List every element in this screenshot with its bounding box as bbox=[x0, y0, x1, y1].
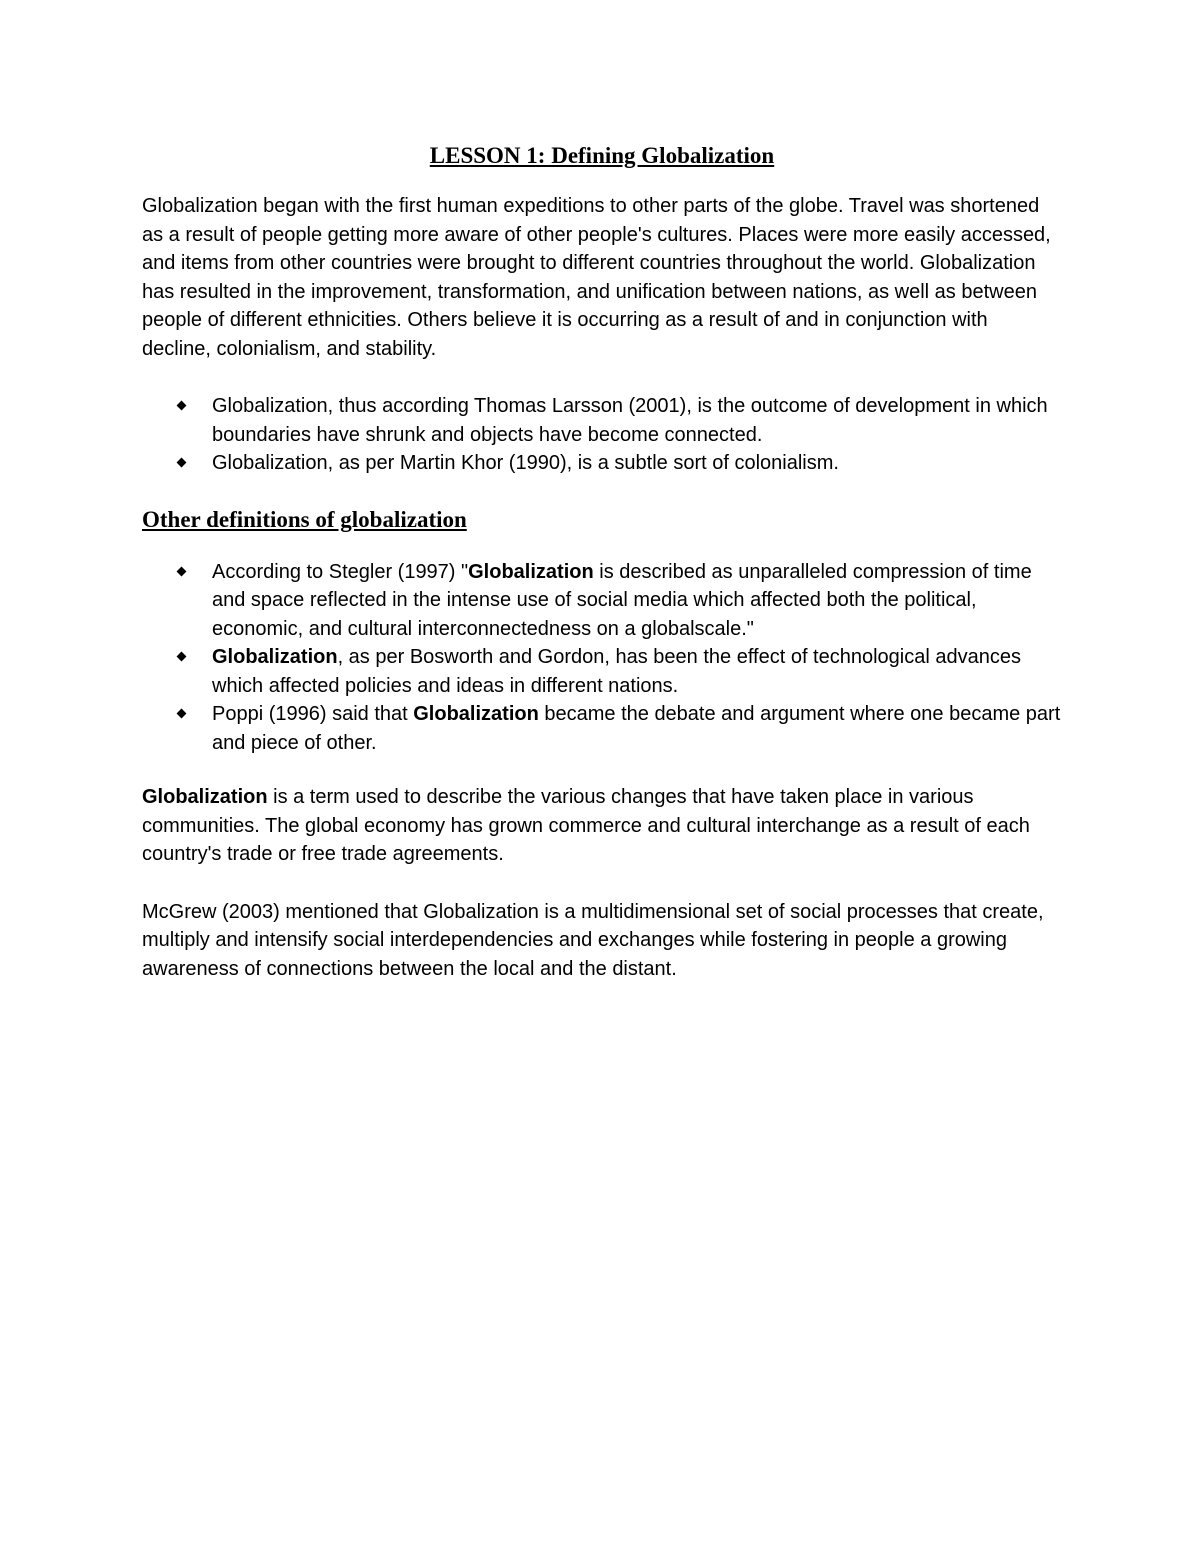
diamond-bullet-icon bbox=[177, 566, 187, 576]
list-item-text-post: became the debate and argument where one became part and piece of other. bbox=[212, 703, 1061, 754]
bold-term: Globalization bbox=[142, 786, 268, 808]
diamond-bullet-icon bbox=[177, 401, 187, 411]
list-item bbox=[142, 392, 1062, 449]
list-item bbox=[142, 558, 1062, 644]
list-item-text-post: , as per Bosworth and Gordon, has been the effect of technological advances which affected policies and ideas in different nations. bbox=[212, 646, 1021, 697]
page-title: LESSON 1: Defining Globalization bbox=[429, 143, 775, 168]
list-item-text-post: is described as unparalleled compression of time and space reflected in the intense use of social media which affected both the political, economic, and cultural interconnectedness on a globalscale." bbox=[212, 560, 1032, 640]
definitions-list bbox=[142, 392, 1062, 478]
definition-paragraph bbox=[142, 783, 1062, 869]
list-item bbox=[142, 700, 1062, 757]
mcgrew-paragraph: McGrew (2003) mentioned that Globalization is a multidimensional set of social processes that create, multiply and intensify social interdependencies and exchanges while fostering in people a growing awareness of connections between the local and the distant. bbox=[142, 900, 1044, 980]
section-heading: Other definitions of globalization bbox=[142, 506, 467, 532]
list-item-bold-term: Globalization bbox=[468, 560, 594, 583]
document-page bbox=[142, 140, 1062, 1012]
diamond-bullet-icon bbox=[177, 458, 187, 468]
diamond-bullet-icon bbox=[177, 709, 187, 719]
list-item bbox=[142, 643, 1062, 700]
list-item-bold-term: Globalization bbox=[212, 646, 338, 668]
list-item-text-pre: According to Stegler (1997) " bbox=[212, 560, 469, 583]
list-item bbox=[142, 449, 1062, 478]
list-item-text: Globalization, as per Martin Khor (1990), is a subtle sort of colonialism. bbox=[212, 452, 839, 474]
list-item-text: Globalization, thus according Thomas Larsson (2001), is the outcome of development in which boundaries have shrunk and objects have become connected. bbox=[212, 395, 1048, 446]
diamond-bullet-icon bbox=[177, 652, 187, 662]
intro-paragraph: Globalization began with the first human expeditions to other parts of the globe. Travel was shortened as a result of people getting more aware of other people's cultures. Places were more easily accessed, and items from other countries were brought to different countries throughout the world. Globalization has resulted in the improvement, transformation, and unification between nations, as well as between people of different ethnicities. Others believe it is occurring as a result of and in conjunction with decline, colonialism, and stability. bbox=[142, 195, 1051, 360]
paragraph-text: is a term used to describe the various changes that have taken place in various communities. The global economy has grown commerce and cultural interchange as a result of each country's trade or free trade agreements. bbox=[142, 786, 1030, 865]
list-item-text-pre: Poppi (1996) said that bbox=[212, 703, 414, 725]
list-item-bold-term: Globalization bbox=[413, 703, 539, 725]
other-definitions-list bbox=[142, 558, 1062, 758]
